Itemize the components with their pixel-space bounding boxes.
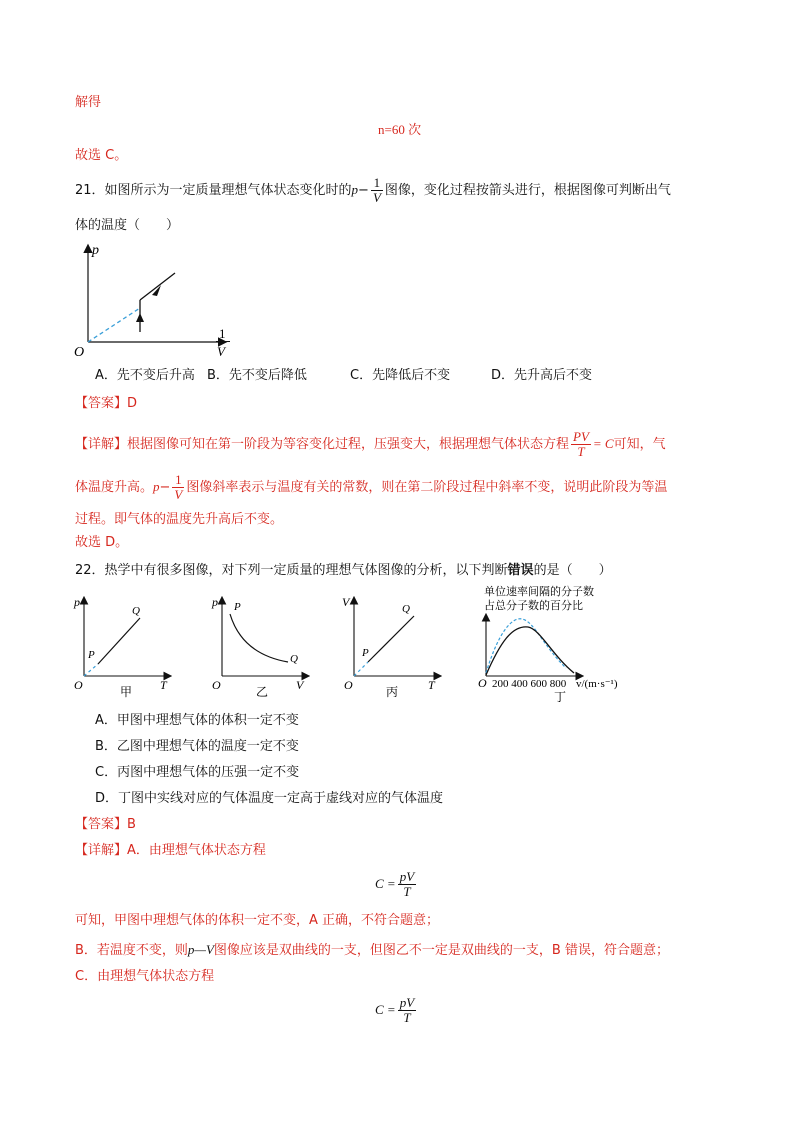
isothermal-segment — [140, 273, 175, 300]
arrow-up — [136, 313, 144, 322]
x-label-num: 1 — [219, 326, 226, 341]
q21-stem-line2: 体的温度（ ） — [75, 218, 180, 233]
q22-answer: 【答案】B — [75, 817, 136, 832]
x-frac-bar — [216, 341, 230, 342]
svg-text:p: p — [212, 595, 218, 609]
svg-text:P: P — [362, 647, 369, 659]
origin-label: O — [74, 345, 85, 360]
q22-detail-c: C．由理想气体状态方程 — [75, 969, 215, 984]
dashed-line — [88, 308, 140, 342]
svg-text:乙: 乙 — [256, 685, 269, 699]
q21-stem-line1: 21．如图所示为一定质量理想气体状态变化时的p− $\frac{1}{V}$ 图像，变化过程按箭头进行，根据图像可判断出气 — [75, 175, 671, 205]
q21-option-a: A．先不变后升高 — [95, 368, 195, 383]
svg-text:丁: 丁 — [554, 690, 567, 704]
q21-detail-line2: 体温度升高。p− $\frac{1}{V}$ 图像斜率表示与温度有关的常数，则在第二阶段过程中斜率不变，说明此阶段为等温 — [75, 472, 668, 502]
svg-text:v/(m·s⁻¹): v/(m·s⁻¹) — [576, 678, 618, 690]
q22-detail-a2: 可知，甲图中理想气体的体积一定不变，A 正确，不符合题意； — [75, 913, 440, 928]
svg-text:P: P — [234, 601, 241, 613]
solve-label: 解得 — [75, 95, 102, 110]
y-label: p — [92, 243, 99, 258]
graph-jia — [70, 592, 180, 702]
svg-text:O: O — [74, 678, 83, 692]
q21-graph — [70, 240, 240, 365]
svg-text:V: V — [342, 595, 350, 609]
choice-c: 故选 C。 — [75, 148, 128, 163]
svg-text:丙: 丙 — [386, 685, 399, 699]
svg-text:Q: Q — [402, 603, 410, 615]
q21-detail-line1: 【详解】根据图像可知在第一阶段为等容变化过程，压强变大，根据理想气体状态方程 $\frac{PV}{T}$ = C可知，气 — [75, 429, 666, 459]
q22-option-b: B．乙图中理想气体的温度一定不变 — [95, 739, 299, 754]
result-line: n=60 次 — [378, 122, 422, 137]
q21-detail-line3: 过程。即气体的温度先升高后不变。 — [75, 512, 284, 527]
svg-text:P: P — [88, 649, 95, 661]
svg-text:Q: Q — [132, 605, 140, 617]
svg-text:200 400 600 800: 200 400 600 800 — [492, 678, 567, 690]
q22-option-c: C．丙图中理想气体的压强一定不变 — [95, 765, 300, 780]
q21-option-d: D．先升高后不变 — [491, 368, 593, 383]
q21-choice: 故选 D。 — [75, 535, 129, 550]
graph-ding — [470, 583, 640, 705]
formula-1: C = $\frac{pV}{T}$ — [375, 869, 415, 899]
q22-detail-b: B．若温度不变，则p—V图像应该是双曲线的一支，但图乙不一定是双曲线的一支，B 错误，符合题意； — [75, 942, 669, 958]
svg-text:单位速率间隔的分子数: 单位速率间隔的分子数 — [484, 586, 594, 598]
q22-detail-a: 【详解】A．由理想气体状态方程 — [75, 843, 266, 858]
svg-text:p: p — [74, 595, 80, 609]
graph-yi — [208, 592, 318, 702]
q22-stem: 22．热学中有很多图像，对下列一定质量的理想气体图像的分析，以下判断错误的是（ ） — [75, 563, 612, 578]
q22-option-a: A．甲图中理想气体的体积一定不变 — [95, 713, 299, 728]
svg-text:甲: 甲 — [120, 685, 133, 699]
svg-text:T: T — [160, 678, 167, 692]
svg-text:T: T — [428, 678, 435, 692]
q22-option-d: D．丁图中实线对应的气体温度一定高于虚线对应的气体温度 — [95, 791, 444, 806]
q21-answer: 【答案】D — [75, 396, 138, 411]
graph-bing — [340, 592, 450, 702]
svg-text:O: O — [212, 678, 221, 692]
x-label-den: V — [217, 344, 225, 359]
svg-text:占总分子数的百分比: 占总分子数的百分比 — [484, 600, 583, 612]
svg-text:O: O — [344, 678, 353, 692]
q21-option-c: C．先降低后不变 — [350, 368, 451, 383]
q21-option-b: B．先不变后降低 — [207, 368, 307, 383]
svg-text:V: V — [296, 678, 304, 692]
inv-v-fraction: $\frac{1}{V}$ — [372, 175, 381, 205]
svg-text:O: O — [478, 676, 487, 690]
formula-2: C = $\frac{pV}{T}$ — [375, 995, 415, 1025]
svg-text:Q: Q — [290, 653, 298, 665]
pv-over-t: $\frac{PV}{T}$ — [573, 429, 589, 459]
